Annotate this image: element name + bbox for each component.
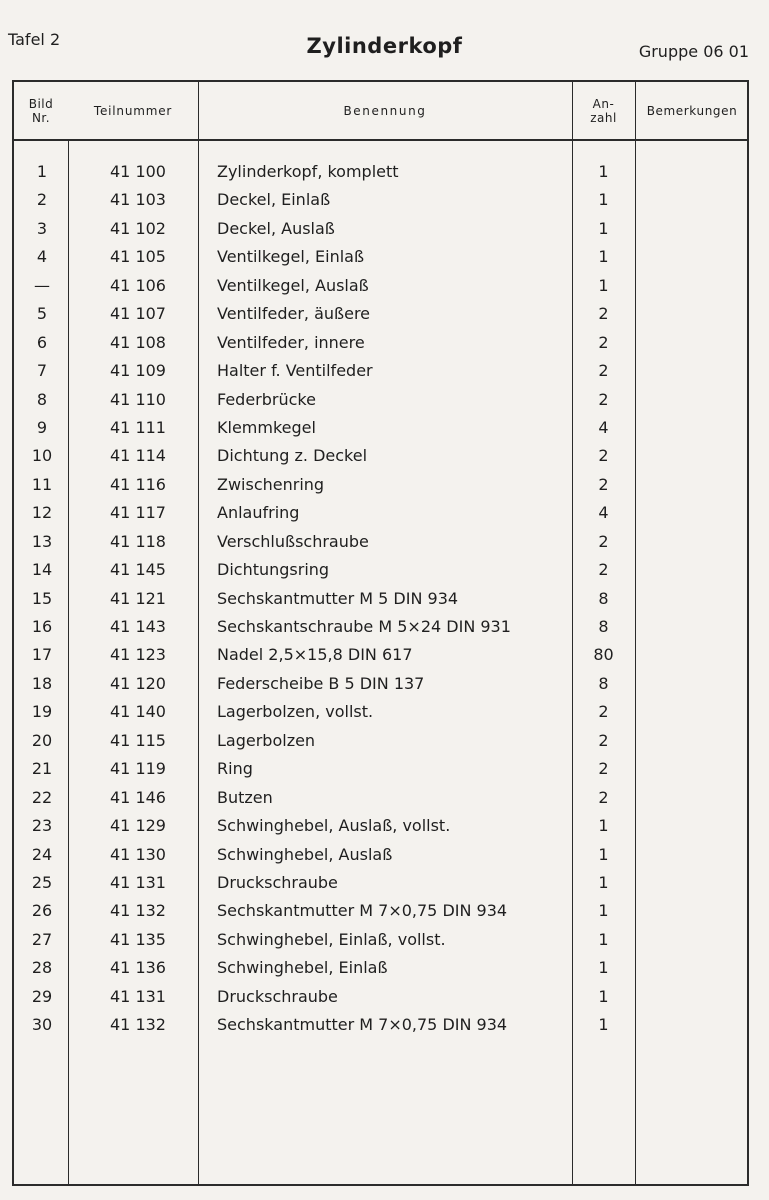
anzahl-cell: 2 (598, 531, 609, 551)
teilnummer-cell: 41 129 (110, 816, 166, 836)
bild-nr-cell: 25 (31, 872, 53, 892)
anzahl-cell: 2 (598, 389, 609, 409)
table-row (14, 247, 747, 275)
teilnummer-cell: 41 117 (110, 503, 166, 523)
benennung-cell: Nadel 2,5×15,8 DIN 617 (217, 645, 413, 665)
table-row (14, 162, 747, 190)
anzahl-cell: 8 (598, 673, 609, 693)
table-row (14, 560, 747, 588)
table-row (14, 390, 747, 418)
bild-nr-cell: 15 (31, 588, 53, 608)
bild-nr-cell: 4 (36, 247, 48, 267)
bild-nr-cell: 28 (31, 958, 53, 978)
teilnummer-cell: 41 132 (110, 901, 166, 921)
benennung-cell: Federbrücke (217, 389, 316, 409)
column-header-anzahl (572, 82, 635, 139)
anzahl-cell: 1 (598, 275, 609, 295)
anzahl-cell: 1 (598, 901, 609, 921)
anzahl-cell: 1 (598, 190, 609, 210)
anzahl-cell: 8 (598, 588, 609, 608)
table-row (14, 219, 747, 247)
table-row (14, 361, 747, 389)
teilnummer-cell: 41 120 (110, 673, 166, 693)
column-header-bemerkungen: Bemerkungen (646, 103, 738, 118)
table-row (14, 702, 747, 730)
bild-nr-cell: 10 (31, 446, 53, 466)
table-row (14, 987, 747, 1015)
benennung-cell: Sechskantmutter M 7×0,75 DIN 934 (217, 901, 508, 921)
teilnummer-cell: 41 135 (110, 929, 166, 949)
teilnummer-cell: 41 136 (110, 958, 166, 978)
teilnummer-cell: 41 100 (110, 162, 166, 181)
teilnummer-cell: 41 146 (110, 787, 166, 807)
benennung-cell: Verschlußschraube (217, 531, 369, 551)
teilnummer-cell: 41 123 (110, 645, 166, 665)
table-row (14, 845, 747, 873)
teilnummer-cell: 41 109 (110, 361, 166, 381)
bild-nr-cell: 16 (31, 617, 53, 636)
benennung-cell: Sechskantmutter M 7×0,75 DIN 934 (217, 1015, 508, 1035)
table-row (14, 901, 747, 929)
anzahl-cell: 1 (598, 844, 609, 864)
table-row (14, 589, 747, 617)
table-row (14, 190, 747, 218)
teilnummer-cell: 41 103 (110, 190, 166, 210)
benennung-cell: Butzen (217, 787, 273, 807)
benennung-cell: Halter f. Ventilfeder (217, 361, 373, 381)
bild-nr-cell: 5 (36, 304, 48, 324)
teilnummer-cell: 41 118 (110, 531, 166, 551)
plate-number: Tafel 2 (8, 30, 61, 49)
bild-nr-cell: 26 (31, 901, 53, 921)
bild-nr-cell: 21 (31, 759, 53, 779)
teilnummer-cell: 41 108 (110, 332, 166, 352)
benennung-cell: Ventilfeder, äußere (217, 304, 371, 324)
bild-nr-cell: 1 (36, 162, 48, 181)
bild-nr-cell: 14 (31, 560, 53, 580)
bild-nr-cell: 30 (31, 1015, 53, 1035)
parts-table (12, 80, 749, 1186)
table-row (14, 645, 747, 673)
anzahl-cell: 2 (598, 730, 609, 750)
bild-nr-cell: 19 (31, 702, 53, 722)
anzahl-cell: 2 (598, 560, 609, 580)
anzahl-cell: 2 (598, 702, 609, 722)
benennung-cell: Ventilkegel, Einlaß (217, 247, 365, 267)
table-row (14, 503, 747, 531)
bild-nr-cell: 23 (31, 816, 53, 836)
teilnummer-cell: 41 102 (110, 218, 166, 238)
benennung-cell: Deckel, Einlaß (217, 190, 331, 210)
bild-nr-cell: 7 (36, 361, 48, 381)
table-row (14, 731, 747, 759)
header-line: zahl (590, 110, 617, 125)
teilnummer-cell: 41 140 (110, 702, 166, 722)
bild-nr-cell: 18 (31, 673, 53, 693)
anzahl-cell: 2 (598, 361, 609, 381)
anzahl-cell: 8 (598, 617, 609, 636)
anzahl-cell: 2 (598, 474, 609, 494)
table-row (14, 475, 747, 503)
benennung-cell: Druckschraube (217, 986, 338, 1006)
group-number: Gruppe 06 01 (638, 42, 749, 61)
table-row (14, 532, 747, 560)
bild-nr-cell: 24 (31, 844, 53, 864)
table-row (14, 304, 747, 332)
table-row (14, 418, 747, 446)
table-row (14, 276, 747, 304)
bild-nr-cell: 12 (31, 503, 53, 523)
teilnummer-cell: 41 131 (110, 872, 166, 892)
benennung-cell: Lagerbolzen (217, 730, 316, 750)
teilnummer-cell: 41 143 (110, 617, 166, 636)
table-row (14, 759, 747, 787)
table-row (14, 617, 747, 645)
teilnummer-cell: 41 105 (110, 247, 166, 267)
anzahl-cell: 2 (598, 759, 609, 779)
benennung-cell: Zylinderkopf, komplett (217, 162, 399, 181)
anzahl-cell: 1 (598, 247, 609, 267)
benennung-cell: Dichtungsring (217, 560, 330, 580)
benennung-cell: Sechskantschraube M 5×24 DIN 931 (217, 617, 511, 636)
benennung-cell: Schwinghebel, Einlaß, vollst. (217, 929, 446, 949)
benennung-cell: Schwinghebel, Auslaß, vollst. (217, 816, 451, 836)
teilnummer-cell: 41 121 (110, 588, 166, 608)
bild-nr-cell: 8 (36, 389, 48, 409)
anzahl-cell: 1 (598, 1015, 609, 1035)
table-row (14, 873, 747, 901)
bild-nr-cell: — (34, 275, 50, 295)
teilnummer-cell: 41 119 (110, 759, 166, 779)
benennung-cell: Schwinghebel, Auslaß (217, 844, 393, 864)
teilnummer-cell: 41 115 (110, 730, 166, 750)
bild-nr-cell: 6 (36, 332, 48, 352)
teilnummer-cell: 41 107 (110, 304, 166, 324)
anzahl-cell: 4 (598, 503, 609, 523)
table-row (14, 446, 747, 474)
column-header-benennung: Benennung (343, 103, 427, 118)
bild-nr-cell: 11 (31, 474, 53, 494)
anzahl-cell: 2 (598, 787, 609, 807)
benennung-cell: Ring (217, 759, 253, 779)
anzahl-cell: 2 (598, 446, 609, 466)
table-body (14, 162, 747, 1044)
header-divider (14, 139, 747, 141)
benennung-cell: Dichtung z. Deckel (217, 446, 368, 466)
benennung-cell: Ventilkegel, Auslaß (217, 275, 369, 295)
anzahl-cell: 80 (593, 645, 614, 665)
teilnummer-cell: 41 111 (110, 417, 166, 437)
page-title: Zylinderkopf (306, 34, 463, 58)
benennung-cell: Druckschraube (217, 872, 338, 892)
anzahl-cell: 4 (598, 417, 609, 437)
bild-nr-cell: 29 (31, 986, 53, 1006)
column-header-bild-nr (14, 82, 68, 139)
teilnummer-cell: 41 106 (110, 275, 166, 295)
column-header-teilnummer: Teilnummer (93, 103, 173, 118)
table-row (14, 1015, 747, 1043)
benennung-cell: Lagerbolzen, vollst. (217, 702, 374, 722)
bild-nr-cell: 13 (31, 531, 53, 551)
teilnummer-cell: 41 110 (110, 389, 166, 409)
anzahl-cell: 1 (598, 872, 609, 892)
bild-nr-cell: 3 (36, 218, 48, 238)
teilnummer-cell: 41 114 (110, 446, 166, 466)
bild-nr-cell: 20 (31, 730, 53, 750)
benennung-cell: Anlaufring (217, 503, 300, 523)
anzahl-cell: 1 (598, 958, 609, 978)
anzahl-cell: 1 (598, 218, 609, 238)
header-line: Nr. (31, 110, 51, 125)
table-row (14, 930, 747, 958)
teilnummer-cell: 41 131 (110, 986, 166, 1006)
bild-nr-cell: 27 (31, 929, 53, 949)
anzahl-cell: 1 (598, 986, 609, 1006)
benennung-cell: Klemmkegel (217, 417, 316, 437)
page-header (0, 0, 769, 80)
teilnummer-cell: 41 130 (110, 844, 166, 864)
anzahl-cell: 1 (598, 929, 609, 949)
bild-nr-cell: 9 (36, 417, 48, 437)
benennung-cell: Schwinghebel, Einlaß (217, 958, 388, 978)
benennung-cell: Sechskantmutter M 5 DIN 934 (217, 588, 459, 608)
benennung-cell: Federscheibe B 5 DIN 137 (217, 673, 425, 693)
anzahl-cell: 1 (598, 162, 609, 181)
anzahl-cell: 2 (598, 332, 609, 352)
bild-nr-cell: 22 (31, 787, 53, 807)
teilnummer-cell: 41 132 (110, 1015, 166, 1035)
table-row (14, 333, 747, 361)
teilnummer-cell: 41 116 (110, 474, 166, 494)
header-line: An- (592, 96, 615, 111)
benennung-cell: Zwischenring (217, 474, 325, 494)
table-row (14, 788, 747, 816)
header-line: Bild (28, 96, 54, 111)
table-row (14, 958, 747, 986)
teilnummer-cell: 41 145 (110, 560, 166, 580)
bild-nr-cell: 2 (36, 190, 48, 210)
table-row (14, 674, 747, 702)
benennung-cell: Ventilfeder, innere (217, 332, 365, 352)
anzahl-cell: 2 (598, 304, 609, 324)
table-row (14, 816, 747, 844)
benennung-cell: Deckel, Auslaß (217, 218, 335, 238)
bild-nr-cell: 17 (31, 645, 53, 665)
anzahl-cell: 1 (598, 816, 609, 836)
